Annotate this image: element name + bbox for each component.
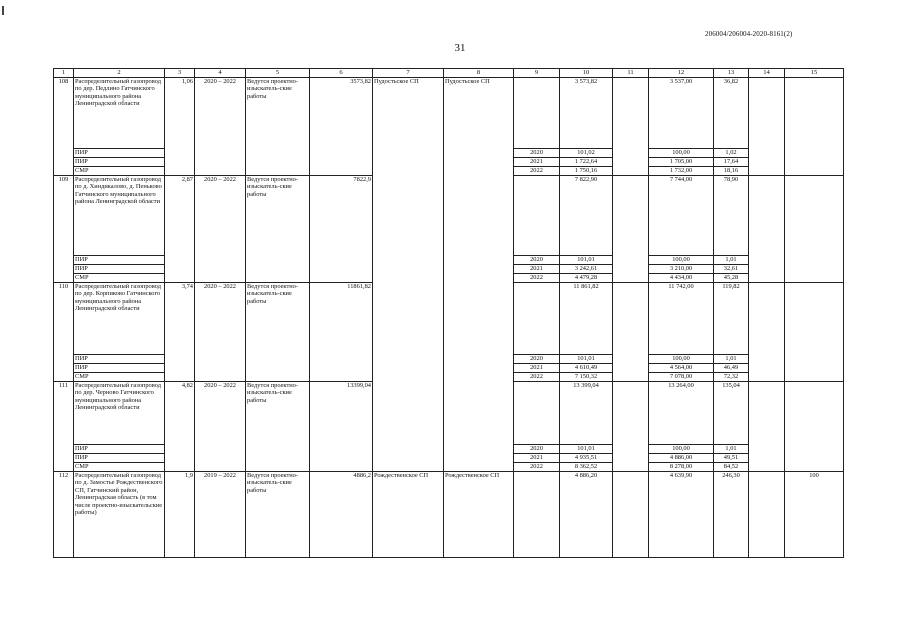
amount-col12: 13 264,00	[649, 382, 714, 445]
column-header: 5	[246, 69, 310, 78]
amount-col12: 100,00	[649, 149, 714, 158]
work-type: ПИР	[74, 149, 165, 158]
table-body	[54, 69, 844, 558]
year-cell: 2020	[514, 256, 560, 265]
column-header: 7	[373, 69, 444, 78]
row-number: 112	[54, 472, 74, 558]
amount-col13: 246,30	[714, 472, 749, 558]
amount-col10: 8 362,52	[560, 463, 613, 472]
column-header: 11	[613, 69, 649, 78]
column-header: 9	[514, 69, 560, 78]
amount-col10: 4 479,28	[560, 274, 613, 283]
amount-col12: 100,00	[649, 355, 714, 364]
amount-col10: 101,01	[560, 256, 613, 265]
page-edge-mark	[2, 6, 4, 15]
year-cell: 2022	[514, 373, 560, 382]
amount-col13: 32,61	[714, 265, 749, 274]
settlement-col7: Пудостьское СП	[373, 78, 444, 472]
period: 2020 – 2022	[195, 176, 246, 283]
settlement-col8: Пудостьское СП	[444, 78, 514, 472]
amount-col12: 100,00	[649, 256, 714, 265]
table-row	[54, 78, 844, 149]
work-type: ПИР	[74, 158, 165, 167]
total-cost: 3573,82	[310, 78, 373, 176]
amount-col11	[613, 283, 649, 382]
length-km: 1,9	[165, 472, 195, 558]
settlement-col8: Рождественское СП	[444, 472, 514, 558]
work-type: СМР	[74, 463, 165, 472]
amount-col10: 4 610,49	[560, 364, 613, 373]
column-header: 12	[649, 69, 714, 78]
year-cell	[514, 472, 560, 558]
period: 2020 – 2022	[195, 382, 246, 472]
year-cell	[514, 382, 560, 445]
amount-col13: 84,52	[714, 463, 749, 472]
amount-col14	[749, 176, 785, 283]
work-type: ПИР	[74, 364, 165, 373]
length-km: 2,87	[165, 176, 195, 283]
amount-col13: 49,51	[714, 454, 749, 463]
work-type: ПИР	[74, 355, 165, 364]
amount-col11	[613, 472, 649, 558]
length-km: 3,74	[165, 283, 195, 382]
status-text: Ведутся проектно-изыскатель-ские работы	[246, 283, 310, 382]
status-text: Ведутся проектно-изыскатель-ские работы	[246, 382, 310, 472]
object-name: Распределительный газопровод по дер. Черново Гатчинского муниципального района Ленинградской области	[74, 382, 165, 445]
amount-col14	[749, 382, 785, 472]
status-text: Ведутся проектно-изыскатель-ские работы	[246, 78, 310, 176]
length-km: 1,06	[165, 78, 195, 176]
period: 2020 – 2022	[195, 283, 246, 382]
year-cell	[514, 78, 560, 149]
year-cell: 2021	[514, 364, 560, 373]
amount-col13: 1,02	[714, 149, 749, 158]
table-row	[54, 472, 844, 558]
amount-col12: 3 537,00	[649, 78, 714, 149]
amount-col10: 1 722,64	[560, 158, 613, 167]
amount-col12: 4 434,00	[649, 274, 714, 283]
amount-col12: 7 744,00	[649, 176, 714, 256]
row-number: 110	[54, 283, 74, 382]
amount-col10: 101,01	[560, 355, 613, 364]
year-cell: 2021	[514, 265, 560, 274]
column-number-row	[54, 69, 844, 78]
amount-col12: 100,00	[649, 445, 714, 454]
amount-col13: 1,01	[714, 355, 749, 364]
amount-col12: 7 078,00	[649, 373, 714, 382]
amount-col10: 7 150,32	[560, 373, 613, 382]
amount-col10: 101,02	[560, 149, 613, 158]
amount-col15	[785, 283, 844, 382]
column-header: 10	[560, 69, 613, 78]
amount-col10: 1 750,16	[560, 167, 613, 176]
length-km: 4,82	[165, 382, 195, 472]
amount-col12: 3 210,00	[649, 265, 714, 274]
work-type: ПИР	[74, 256, 165, 265]
amount-col10: 3 573,82	[560, 78, 613, 149]
column-header: 3	[165, 69, 195, 78]
amount-col10: 101,01	[560, 445, 613, 454]
column-header: 13	[714, 69, 749, 78]
column-header: 2	[74, 69, 165, 78]
year-cell: 2020	[514, 149, 560, 158]
object-name: Распределительный газопровод по д. Хиндикалово, д. Пеньково Гатчинского муниципального района Ленинградской области	[74, 176, 165, 256]
total-cost: 7822,9	[310, 176, 373, 283]
amount-col12: 4 564,00	[649, 364, 714, 373]
year-cell	[514, 283, 560, 355]
amount-col13: 45,28	[714, 274, 749, 283]
amount-col14	[749, 78, 785, 176]
year-cell: 2022	[514, 463, 560, 472]
work-type: СМР	[74, 167, 165, 176]
column-header: 4	[195, 69, 246, 78]
period: 2019 – 2022	[195, 472, 246, 558]
amount-col13: 135,04	[714, 382, 749, 445]
work-type: СМР	[74, 373, 165, 382]
work-type: ПИР	[74, 454, 165, 463]
amount-col15: 100	[785, 472, 844, 558]
year-cell: 2021	[514, 158, 560, 167]
total-cost: 11861,82	[310, 283, 373, 382]
amount-col13: 72,32	[714, 373, 749, 382]
amount-col14	[749, 283, 785, 382]
year-cell: 2021	[514, 454, 560, 463]
amount-col10: 7 822,90	[560, 176, 613, 256]
total-cost: 13399,04	[310, 382, 373, 472]
year-cell: 2020	[514, 355, 560, 364]
work-type: СМР	[74, 274, 165, 283]
amount-col10: 11 861,82	[560, 283, 613, 355]
amount-col12: 4 886,00	[649, 454, 714, 463]
object-name: Распределительный газопровод по дер. Корпиково Гатчинского муниципального района Ленинградской области	[74, 283, 165, 355]
row-number: 109	[54, 176, 74, 283]
amount-col13: 1,01	[714, 256, 749, 265]
object-name: Распределительный газопровод по д. Замостье Рождественского СП, Гатчинский район, Ленинградская область (в том числе проектно-изыскательские работы)	[74, 472, 165, 558]
year-cell: 2020	[514, 445, 560, 454]
row-number: 108	[54, 78, 74, 176]
amount-col14	[749, 472, 785, 558]
year-cell: 2022	[514, 274, 560, 283]
column-header: 15	[785, 69, 844, 78]
column-header: 6	[310, 69, 373, 78]
amount-col15	[785, 382, 844, 472]
amount-col13: 1,01	[714, 445, 749, 454]
amount-col13: 36,82	[714, 78, 749, 149]
amount-col10: 4 935,51	[560, 454, 613, 463]
amount-col10: 3 242,61	[560, 265, 613, 274]
amount-col13: 119,82	[714, 283, 749, 355]
program-table	[53, 68, 844, 558]
amount-col11	[613, 78, 649, 176]
year-cell	[514, 176, 560, 256]
amount-col10: 4 886,20	[560, 472, 613, 558]
row-number: 111	[54, 382, 74, 472]
amount-col13: 78,90	[714, 176, 749, 256]
amount-col13: 17,64	[714, 158, 749, 167]
column-header: 1	[54, 69, 74, 78]
object-name: Распределительный газопровод по дер. Педлино Гатчинского муниципального района Ленинградской области	[74, 78, 165, 149]
amount-col15	[785, 78, 844, 176]
amount-col12: 1 732,00	[649, 167, 714, 176]
status-text: Ведутся проектно-изыскатель-ские работы	[246, 472, 310, 558]
column-header: 14	[749, 69, 785, 78]
page-number: 31	[454, 42, 466, 54]
year-cell: 2022	[514, 167, 560, 176]
work-type: ПИР	[74, 265, 165, 274]
amount-col12: 8 278,00	[649, 463, 714, 472]
document-id: 206004/206004-2020-8161(2)	[705, 30, 793, 38]
amount-col12: 11 742,00	[649, 283, 714, 355]
amount-col12: 4 639,90	[649, 472, 714, 558]
work-type: ПИР	[74, 445, 165, 454]
amount-col13: 18,16	[714, 167, 749, 176]
amount-col13: 46,49	[714, 364, 749, 373]
period: 2020 – 2022	[195, 78, 246, 176]
status-text: Ведутся проектно-изыскатель-ские работы	[246, 176, 310, 283]
settlement-col7: Рождественское СП	[373, 472, 444, 558]
amount-col11	[613, 382, 649, 472]
amount-col11	[613, 176, 649, 283]
amount-col10: 13 399,04	[560, 382, 613, 445]
total-cost: 4886,2	[310, 472, 373, 558]
amount-col15	[785, 176, 844, 283]
amount-col12: 1 705,00	[649, 158, 714, 167]
column-header: 8	[444, 69, 514, 78]
